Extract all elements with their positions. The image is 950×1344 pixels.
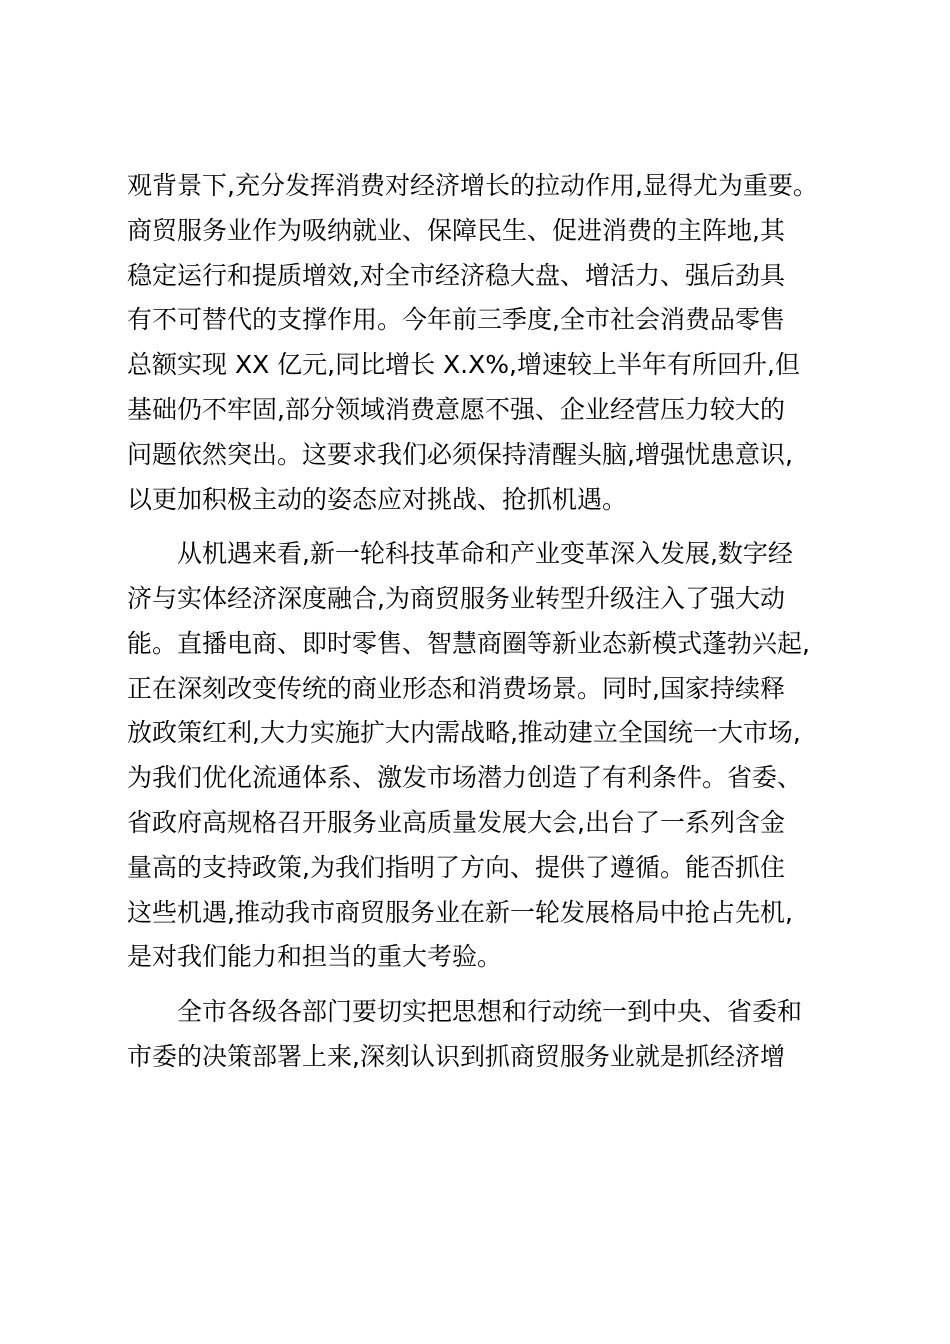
text-line: 正在深刻改变传统的商业形态和消费场景。同时,国家持续释: [127, 673, 785, 703]
text-line: 从机遇来看,新一轮科技革命和产业变革深入发展,数字经: [177, 539, 793, 569]
text-line: 量高的支持政策,为我们指明了方向、提供了遵循。能否抓住: [127, 852, 785, 882]
text-line: 市委的决策部署上来,深刻认识到抓商贸服务业就是抓经济增: [127, 1041, 785, 1071]
text-line: 稳定运行和提质增效,对全市经济稳大盘、增活力、强后劲具: [127, 260, 785, 290]
text-line: 有不可替代的支撑作用。今年前三季度,全市社会消费品零售: [127, 305, 785, 335]
text-line: 放政策红利,大力实施扩大内需战略,推动建立全国统一大市场,: [127, 718, 801, 748]
paragraph-spacer: [127, 980, 827, 990]
text-line: 以更加积极主动的姿态应对挑战、抢抓机遇。: [127, 484, 628, 514]
text-line: 全市各级各部门要切实把思想和行动统一到中央、省委和: [177, 996, 803, 1026]
paragraph: [127, 164, 827, 522]
text-line: 基础仍不牢固,部分领域消费意愿不强、企业经营压力较大的: [127, 394, 785, 424]
paragraph-spacer: [127, 522, 827, 532]
text-line: 为我们优化流通体系、激发市场潜力创造了有利条件。省委、: [127, 763, 803, 793]
paragraph: [127, 990, 827, 1080]
text-line: 济与实体经济深度融合,为商贸服务业转型升级注入了强大动: [127, 583, 785, 613]
text-line: 总额实现 XX 亿元,同比增长 X.X%,增速较上半年有所回升,但: [127, 350, 800, 380]
text-line: 省政府高规格召开服务业高质量发展大会,出台了一系列含金: [127, 807, 785, 837]
text-line: 问题依然突出。这要求我们必须保持清醒头脑,增强忧患意识,: [127, 439, 793, 469]
paragraph: [127, 532, 827, 980]
text-line: 这些机遇,推动我市商贸服务业在新一轮发展格局中抢占先机,: [127, 897, 793, 927]
text-line: 商贸服务业作为吸纳就业、保障民生、促进消费的主阵地,其: [127, 215, 785, 245]
text-line: 能。直播电商、即时零售、智慧商圈等新业态新模式蓬勃兴起,: [127, 628, 810, 658]
document-body: [127, 164, 827, 1080]
text-line: 是对我们能力和担当的重大考验。: [127, 942, 503, 972]
text-line: 观背景下,充分发挥消费对经济增长的拉动作用,显得尤为重要。: [127, 171, 818, 200]
